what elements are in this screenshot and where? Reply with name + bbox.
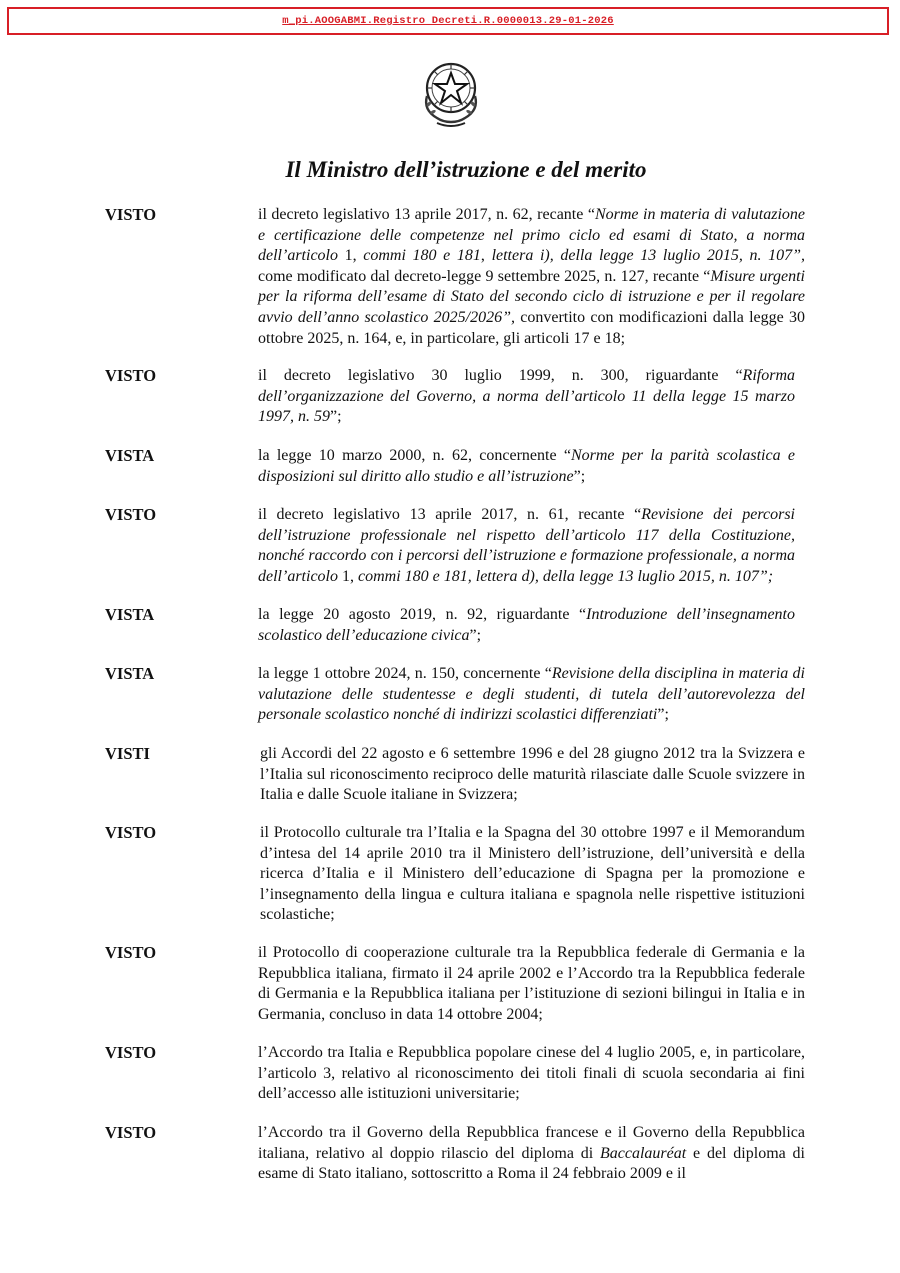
clause-text (258, 664, 805, 726)
clause-text-segment: l’Accordo tra il Governo della Repubblica francese e il Governo della Repubblica italiana, relativo al doppio rilascio del diploma di (258, 1124, 805, 1162)
clause-text-segment: ”; (330, 408, 342, 426)
clause-text-segment: 1, (344, 247, 364, 265)
clause-text-italic: Riforma dell’organizzazione del Governo, a norma dell’articolo 11 della legge 15 marzo 1997, n. 59 (258, 367, 795, 426)
clause-keyword: VISTO (105, 1123, 157, 1142)
clause-text-italic: Misure urgenti per la riforma dell’esame di Stato del secondo ciclo di istruzione e per il regolare avvio dell’anno scolastico 2025/2026”, (258, 267, 806, 326)
clause-text-segment: la legge 20 agosto 2019, n. 92, riguardante “ (258, 606, 587, 623)
clause-text-segment: come modificato dal decreto-legge 9 settembre 2025, n. 127, recante “ (258, 267, 711, 285)
clause-text-segment: la legge 1 ottobre 2024, n. 150, concernente “ (258, 665, 552, 682)
clause-text (260, 823, 805, 926)
clause-keyword: VISTA (105, 446, 155, 465)
protocol-stamp (7, 7, 889, 35)
clause-keyword: VISTA (105, 664, 155, 683)
clause-text-italic: Introduzione dell’insegnamento scolastico dell’educazione civica (258, 606, 796, 644)
clause-text (258, 1043, 805, 1105)
clause-text-italic: Norme in materia di valutazione e certificazione delle competenze nel primo ciclo ed esami di Stato, a norma dell’articolo (258, 206, 806, 265)
clause-text-italic: Baccalauréat (600, 1144, 687, 1162)
clause-text (258, 605, 795, 646)
clause-keyword: VISTA (105, 605, 155, 624)
clause-text-segment: ”; (573, 467, 586, 485)
clause-text-segment: ”; (469, 626, 482, 644)
clause-keyword: VISTO (105, 943, 157, 962)
clause-text-segment: il decreto legislativo 13 aprile 2017, n. 62, recante “ (258, 206, 595, 223)
clause-text-segment: il Protocollo di cooperazione culturale tra la Repubblica federale di Germania e la Repubblica italiana, firmato il 24 aprile 2002 e l’Accordo tra la Repubblica federale di Germania e la Repubblica italiana per l’istituzione di sezioni bilingui in Italia e in Germania, concluso in data 14 ottobre 2004; (258, 944, 805, 1023)
clause-text (258, 446, 795, 487)
clause-text (260, 744, 805, 806)
clause-text (258, 1123, 805, 1185)
clause-text-italic: lettera i), della legge 13 luglio 2015, n. 107”, (491, 247, 806, 265)
clause-text (258, 205, 805, 349)
clause-text-italic: Norme per la parità scolastica e disposizioni sul diritto allo studio e all’istruzione (258, 447, 795, 485)
clause-text-italic: Revisione dei percorsi dell’istruzione professionale nel rispetto dell’articolo 117 della Costituzione, nonché raccordo con i percorsi dell’istruzione e formazione professionale, a norma dell’articolo (258, 506, 796, 585)
clause-keyword: VISTO (105, 366, 157, 385)
clause-text-segment: la legge 10 marzo 2000, n. 62, concernente “ (258, 447, 571, 464)
clause-keyword: VISTO (105, 205, 157, 224)
clause-text-segment: ”; (657, 706, 669, 724)
clause-text-italic: commi 180 e 181 (363, 247, 481, 265)
italian-republic-emblem-icon (413, 52, 489, 130)
clause-text-segment: , (480, 247, 492, 265)
clause-text (258, 943, 805, 1025)
protocol-number: m_pi.AOOGABMI.Registro Decreti.R.0000013.29-01-2026 (282, 15, 614, 27)
clause-text-italic: commi 180 e 181, lettera d), della legge 13 luglio 2015, n. 107”; (357, 567, 774, 585)
clause-keyword: VISTO (105, 505, 157, 524)
clause-keyword: VISTO (105, 1043, 157, 1062)
clause-text-segment: il decreto legislativo 13 aprile 2017, n. 61, recante “ (258, 506, 642, 523)
clause-text-segment: gli Accordi del 22 agosto e 6 settembre 1996 e del 28 giugno 2012 tra la Svizzera e l’Italia sul riconoscimento reciproco delle maturità rilasciate dalle Scuole svizzere in Italia e dalle Scuole italiane in Svizzera; (260, 745, 805, 804)
clause-text (258, 366, 795, 428)
clause-text-segment: e del diploma di esame di Stato italiano, sottoscritto a Roma il 24 febbraio 2009 e il (258, 1144, 805, 1183)
clause-text-segment: 1, (341, 567, 358, 585)
clause-text (258, 505, 795, 587)
clause-text-segment: il decreto legislativo 30 luglio 1999, n. 300, riguardante “ (258, 367, 743, 384)
clause-keyword: VISTO (105, 823, 157, 842)
clause-text-italic: Revisione della disciplina in materia di valutazione delle studentesse e degli studenti, di tutela dell’autorevolezza del personale scolastico nonché di indirizzi scolastici differenziati (258, 665, 805, 724)
clause-text-segment: il Protocollo culturale tra l’Italia e la Spagna del 30 ottobre 1997 e il Memorandum d’intesa del 14 aprile 2010 tra il Ministero dell’istruzione, dell’università e della ricerca d’Italia e il Ministero dell’educazione di Spagna per la promozione e l’insegnamento della lingua e cultura italiana e spagnola nelle rispettive istituzioni scolastiche; (260, 824, 805, 924)
clause-text-segment: l’Accordo tra Italia e Repubblica popolare cinese del 4 luglio 2005, e, in particolare, l’articolo 3, relativo al riconoscimento dei titoli finali di scuola secondaria ai fini dell’accesso alle istituzioni universitarie; (258, 1044, 805, 1103)
clause-text-segment: convertito con modificazioni dalla legge 30 ottobre 2025, n. 164, e, in particolare, gli articoli 17 e 18; (258, 308, 805, 347)
page-title: Il Ministro dell’istruzione e del merito (285, 157, 647, 182)
clause-keyword: VISTI (105, 744, 150, 763)
